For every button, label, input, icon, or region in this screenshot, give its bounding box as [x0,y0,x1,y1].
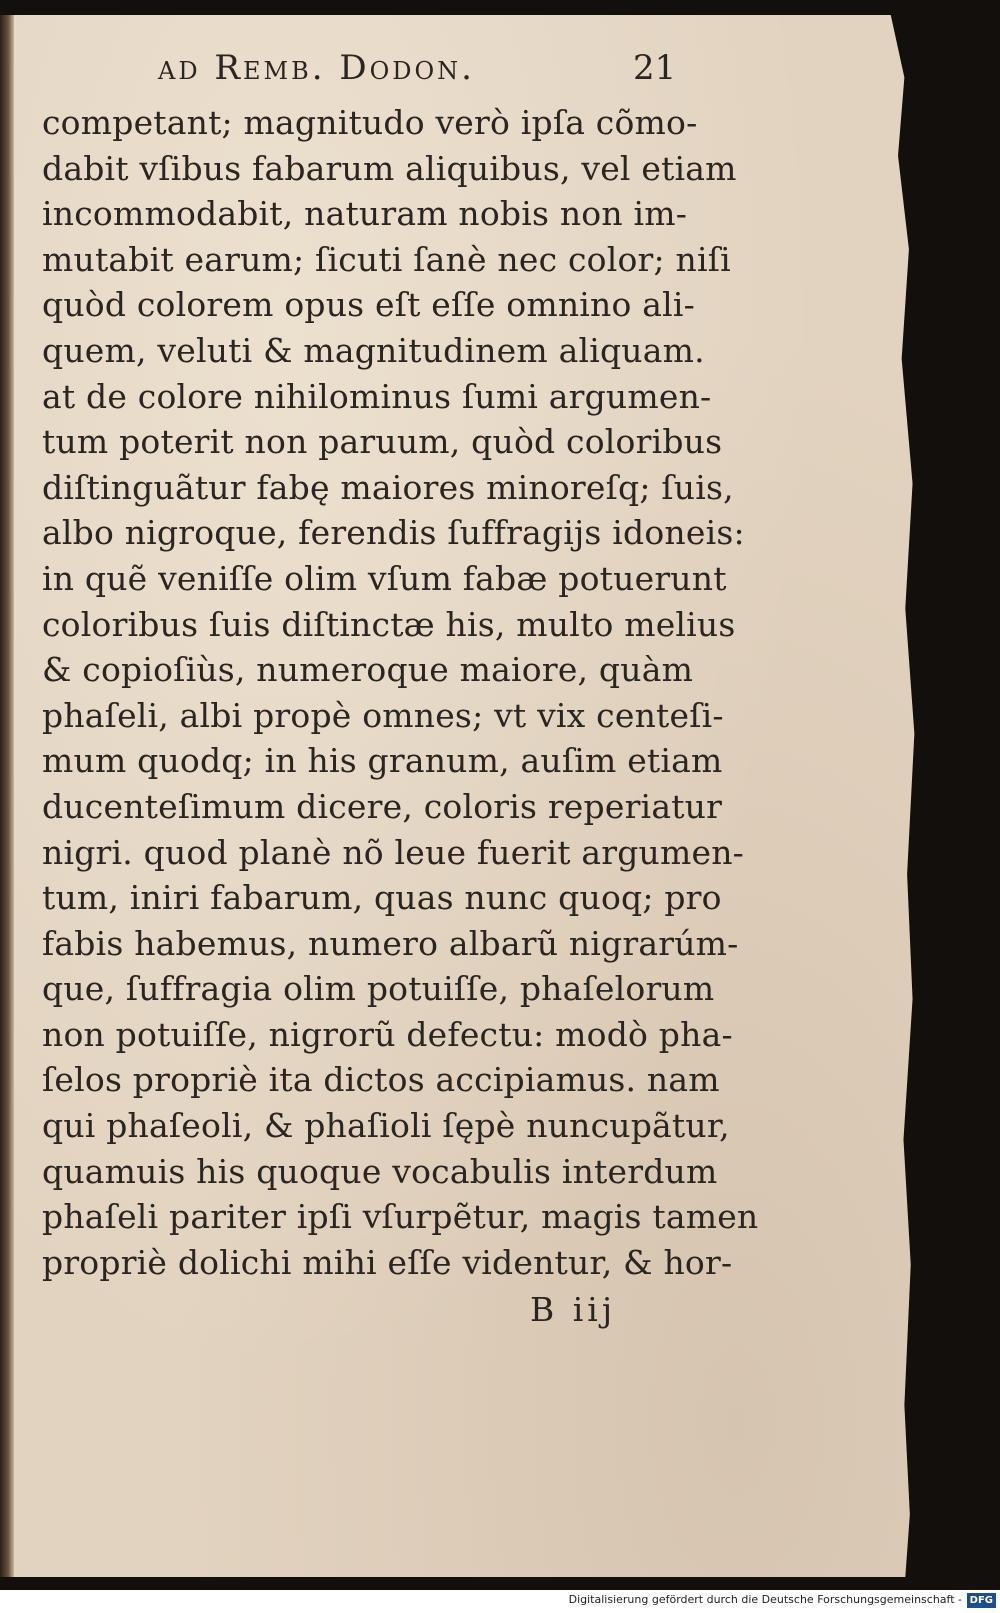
text-line: in quẽ veniſſe olim vſum fabæ potuerunt [42,558,727,598]
text-line: at de colore nihilominus ſumi argumen- [42,376,712,416]
text-line: tum, iniri fabarum, quas nunc quoq; pro [42,878,722,918]
text-line: phaſeli pariter ipſi vſurpẽtur, magis tamen [42,1197,759,1237]
text-line: diſtinguãtur fabę maiores minoreſq; ſuis, [42,467,734,507]
running-title: ad Remb. Dodon. [158,48,475,88]
text-line: quòd colorem opus eſt eſſe omnino ali- [42,285,695,325]
page-number: 21 [633,48,677,88]
funding-note: Digitalisierung gefördert durch die Deutsche Forschungsgemeinschaft - [568,1593,962,1606]
text-line: competant; magnitudo verò ipſa cõmo- [42,103,698,142]
text-line: qui phaſeoli, & phaſioli ſępè nuncupãtur, [42,1106,730,1146]
body-text [42,100,759,1285]
page-gutter-shadow [0,15,14,1577]
text-line: mum quodq; in his granum, auſim etiam [42,741,723,781]
text-line: coloribus ſuis diſtinctæ his, multo melius [42,604,736,644]
text-line: fabis habemus, numero albarũ nigrarúm- [42,923,739,963]
signature-mark: B iij [530,1290,617,1329]
text-line: albo nigroque, ferendis ſuffragijs idoneis: [42,513,745,553]
text-line: tum poterit non paruum, quòd coloribus [42,422,723,462]
text-line: phaſeli, albi propè omnes; vt vix centeſi- [42,695,724,735]
text-line: propriè dolichi mihi eſſe videntur, & hor- [42,1242,733,1282]
text-line: quamuis his quoque vocabulis interdum [42,1151,718,1191]
text-line: que, ſuffragia olim potuiſſe, phaſelorum [42,969,715,1009]
text-line: ſelos propriè ita dictos accipiamus. nam [42,1060,720,1100]
text-line: nigri. quod planè nõ leue fuerit argumen- [42,832,745,872]
text-line: non potuiſſe, nigrorũ defectu: modò pha- [42,1014,733,1054]
text-line: ducenteſimum dicere, coloris reperiatur [42,786,723,826]
dfg-logo: DFG [967,1593,996,1608]
text-line: & copioſiùs, numeroque maiore, quàm [42,650,694,690]
text-line: incommodabit, naturam nobis non im- [42,194,688,234]
page-header [0,48,1000,100]
digitization-footer [0,1590,1000,1613]
text-line: mutabit earum; ſicuti ſanè nec color; niſi [42,239,731,279]
text-line: quem, veluti & magnitudinem aliquam. [42,330,705,370]
text-line: dabit vſibus fabarum aliquibus, vel etiam [42,148,737,188]
